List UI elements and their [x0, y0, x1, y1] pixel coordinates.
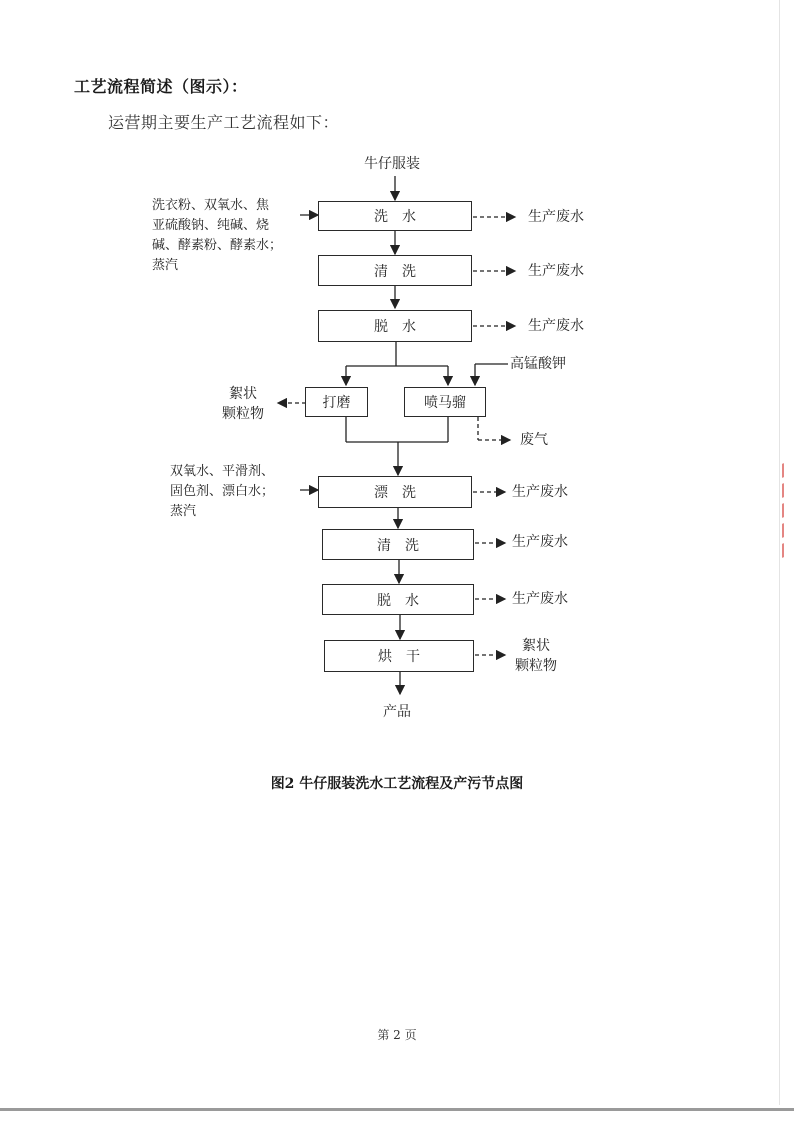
figure-caption: 图2 牛仔服装洗水工艺流程及产污节点图 [270, 776, 524, 792]
output-wastewater: 生产废水 [528, 263, 584, 279]
seal-stamp-fragment [768, 460, 790, 580]
step-dry: 烘 干 [324, 640, 474, 672]
step-rinse-2: 清 洗 [322, 529, 474, 560]
step-dewater-2: 脱 水 [322, 584, 474, 615]
additives-line: 蒸汽 [152, 258, 179, 273]
additives-line: 蒸汽 [170, 504, 197, 519]
output-wastewater: 生产废水 [528, 209, 584, 225]
additives-line: 亚硫酸钠、纯碱、烧 [152, 218, 270, 233]
step-rinse-1: 清 洗 [318, 255, 472, 286]
additives-group-2 [170, 462, 310, 522]
intro-text: 运营期主要生产工艺流程如下： [108, 113, 340, 132]
input-label: 牛仔服装 [364, 156, 420, 172]
output-lint-line: 絮状 [229, 386, 257, 402]
step-wash: 洗 水 [318, 201, 472, 231]
output-wastewater: 生产废水 [512, 591, 568, 607]
additives-line: 洗衣粉、双氧水、焦 [152, 198, 270, 213]
output-wastewater: 生产废水 [512, 534, 568, 550]
output-waste-gas: 废气 [520, 432, 548, 448]
additives-group-1 [152, 196, 302, 276]
page-number: 第 2 页 [377, 1028, 417, 1042]
output-lint-line: 颗粒物 [515, 658, 557, 674]
output-lint [515, 636, 557, 676]
permanganate-label: 高锰酸钾 [510, 356, 566, 372]
additives-line: 碱、酵素粉、酵素水； [152, 238, 283, 253]
output-lint-line: 絮状 [522, 638, 550, 654]
output-lint-line: 颗粒物 [222, 406, 264, 422]
step-dewater-1: 脱 水 [318, 310, 472, 342]
step-spray: 喷马骝 [404, 387, 486, 417]
additives-line: 固色剂、漂白水； [170, 484, 275, 499]
scan-border [0, 1108, 794, 1111]
step-grind: 打磨 [305, 387, 368, 417]
output-wastewater: 生产废水 [528, 318, 584, 334]
additives-line: 双氧水、平滑剂、 [170, 464, 275, 479]
output-lint [222, 384, 264, 424]
section-heading: 工艺流程简述（图示）： [74, 77, 248, 96]
output-wastewater: 生产废水 [512, 484, 568, 500]
product-label: 产品 [383, 704, 411, 720]
step-bleach: 漂 洗 [318, 476, 472, 508]
